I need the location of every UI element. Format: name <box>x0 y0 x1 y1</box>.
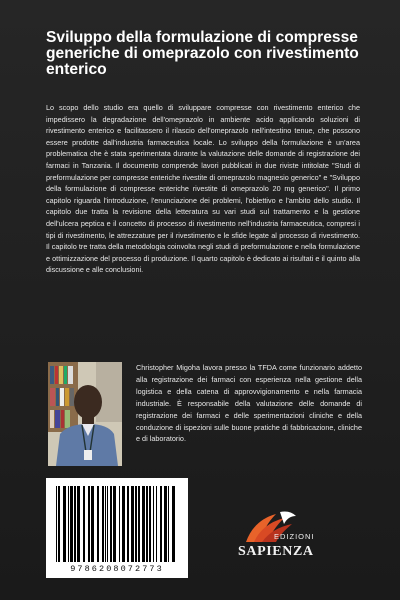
isbn-barcode <box>46 478 188 578</box>
barcode-bar <box>149 486 151 562</box>
barcode-bar <box>105 486 106 562</box>
barcode-bar <box>63 486 66 562</box>
barcode-bar <box>135 486 137 562</box>
barcode-bar <box>142 486 145 562</box>
barcode-bar <box>146 486 148 562</box>
publisher-name: SAPIENZA <box>238 544 314 559</box>
publisher-logo <box>234 510 344 570</box>
isbn-number: 9786208072773 <box>70 564 164 574</box>
barcode-bar <box>122 486 125 562</box>
barcode-bar <box>77 486 80 562</box>
book-title: Sviluppo della formulazione di compresse generiche di omeprazolo con rivestimento enterico <box>46 29 359 78</box>
barcode-bar <box>127 486 129 562</box>
barcode-bar <box>74 486 76 562</box>
barcode-bar <box>58 486 60 562</box>
author-photo <box>48 362 122 466</box>
barcode-bar <box>156 486 157 562</box>
barcode-bar <box>168 486 169 562</box>
barcode-bar <box>172 486 175 562</box>
barcode-bar <box>113 486 116 562</box>
barcode-bar <box>88 486 90 562</box>
barcode-bar <box>119 486 120 562</box>
barcode-bar <box>68 486 69 562</box>
barcode-bar <box>70 486 73 562</box>
barcode-bar <box>102 486 104 562</box>
barcode-bar <box>56 486 57 562</box>
barcode-bar <box>97 486 99 562</box>
barcode-bar <box>131 486 134 562</box>
barcode-bar <box>164 486 167 562</box>
author-portrait-image <box>48 362 122 466</box>
barcode-bar <box>83 486 85 562</box>
barcode-bars <box>54 486 180 562</box>
barcode-bar <box>107 486 108 562</box>
barcode-bar <box>138 486 140 562</box>
barcode-bar <box>160 486 162 562</box>
publisher-edizioni: EDIZIONI <box>274 532 315 541</box>
book-abstract: Lo scopo dello studio era quello di sviluppare compresse con rivestimento enterico che impedissero la degradazione dell'omeprazolo in ambiente acido applicando soluzioni di rivestimento enterico e facilitassero il rilascio dell'omeprazolo nell'intestino tenue, che possono essere prodotte dall'industria farmaceutica locale. Lo sviluppo della formulazione è un'area problematica che è stata sperimentata durante la valutazione delle domande di registrazione dei farmaci in Tanzania. Il documento comprende lavori pubblicati in due riviste intitolate "Studi di preformulazione per compresse enteriche rivestite di omeprazolo magnesio generico" e "Sviluppo della formulazione di compresse enteriche rivestite di omeprazolo 20 mg generico". Il primo capitolo riguarda l'introduzione, l'enunciazione dei problemi, l'obiettivo e l'ambito dello studio. Il capitolo due tratta la revisione della letteratura su vari studi sul trattamento e la gestione dell'ulcera peptica e il concetto di processo di rivestimento nell'industria farmaceutica, compresi i tipi di rivestimento, le attrezzature per il rivestimento e le sfide legate al processo di rivestimento. Il capitolo tre tratta della metodologia coinvolta negli studi di preformulazione e nella formulazione e ottimizzazione del processo di produzione. Il quarto capitolo è dedicato ai risultati e il quinto alla discussione e alle conclusioni. <box>46 103 360 275</box>
barcode-bar <box>91 486 94 562</box>
barcode-bar <box>110 486 112 562</box>
author-bio: Christopher Migoha lavora presso la TFDA come funzionario addetto alla registrazione dei farmaci con esperienza nella gestione della logistica e della catena di approvvigionamento e nella farmacia industriale. È responsabile della valutazione delle domande di registrazione dei farmaci e delle sperimentazioni cliniche e della conduzione di ispezioni sulle buone pratiche di fabbricazione, cliniche e di laboratorio. <box>136 363 362 444</box>
barcode-bar <box>153 486 154 562</box>
